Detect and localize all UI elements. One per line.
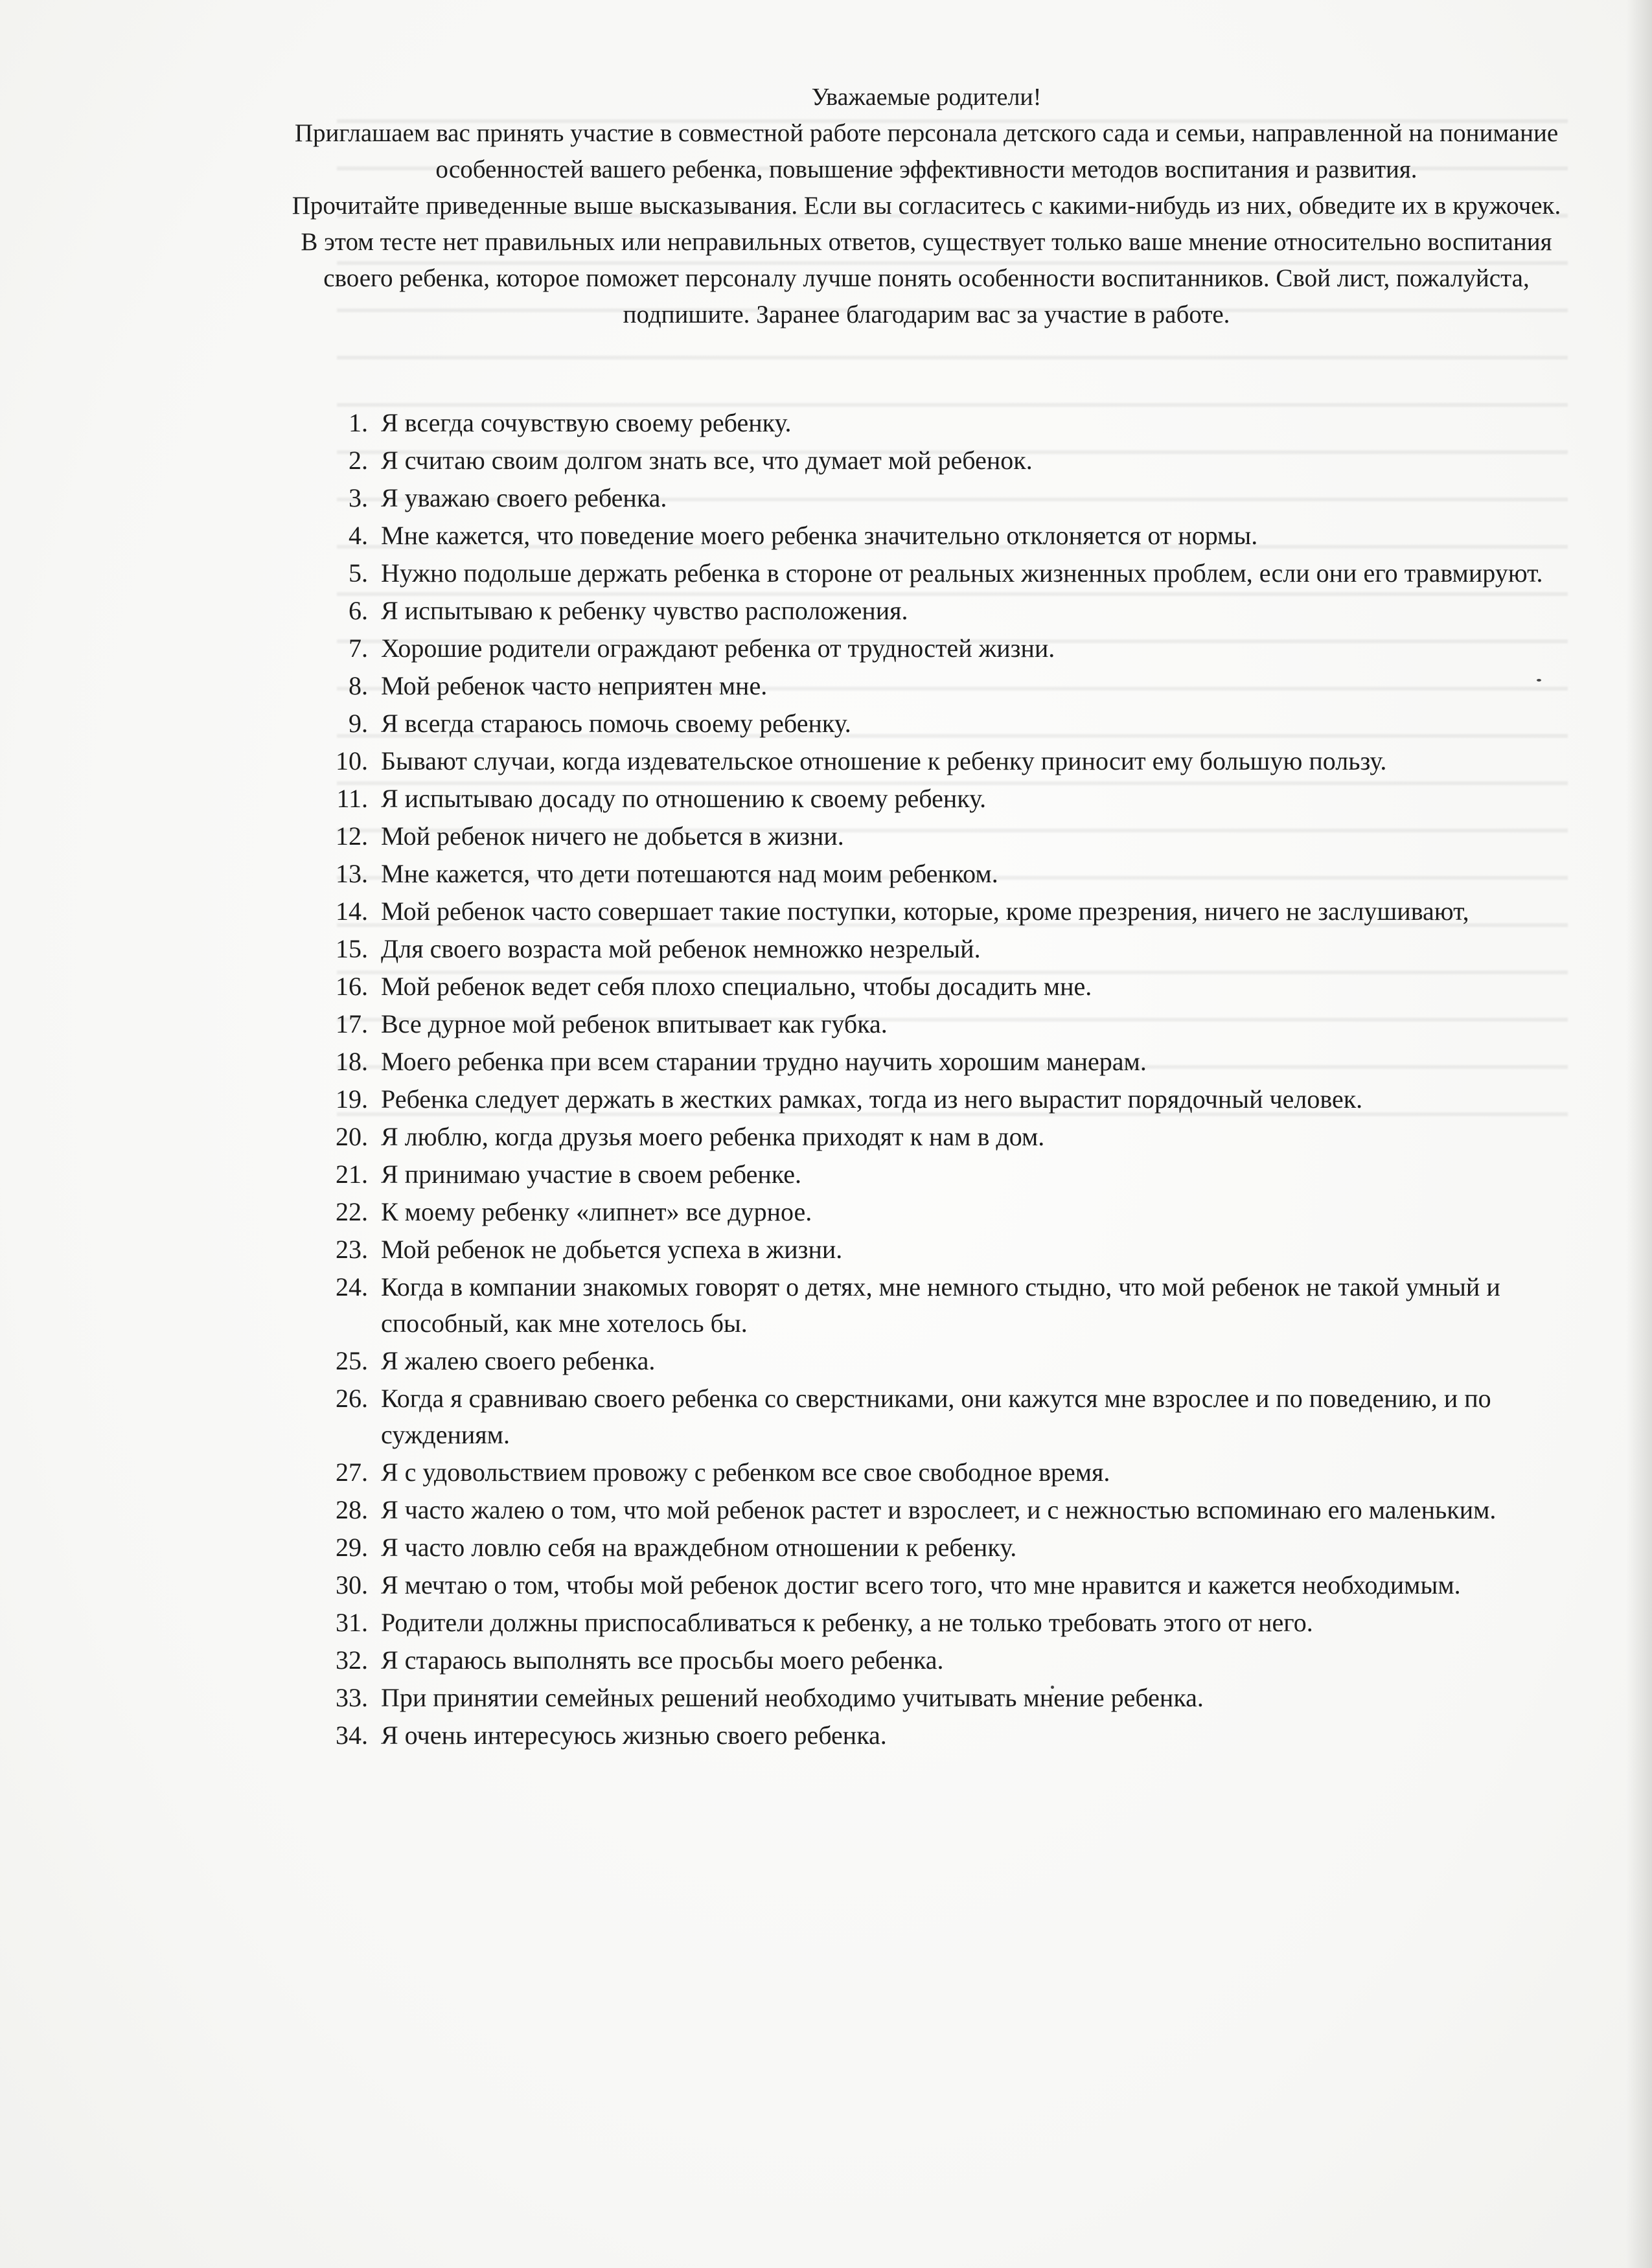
statement-text: Я люблю, когда друзья моего ребенка приходят к нам в дом.	[381, 1122, 1045, 1151]
statement-text: Я мечтаю о том, чтобы мой ребенок достиг всего того, что мне нравится и кажется необходимым.	[381, 1570, 1461, 1599]
statement-item	[285, 1006, 1555, 1042]
statement-number: 13.	[336, 859, 368, 888]
statement-number: 25.	[336, 1346, 368, 1375]
statement-number: 23.	[336, 1235, 368, 1264]
statement-item	[285, 1044, 1555, 1080]
greeting: Уважаемые родители!	[811, 84, 1042, 111]
statement-number: 18.	[336, 1047, 368, 1076]
statement-text: Мне кажется, что дети потешаются над моим ребенком.	[381, 859, 998, 888]
statement-number: 15.	[336, 934, 368, 963]
statement-text: Мой ребенок ничего не добьется в жизни.	[381, 821, 844, 851]
statement-text: Я считаю своим долгом знать все, что думает мой ребенок.	[381, 446, 1033, 475]
statement-item	[285, 668, 1555, 704]
page-edge-shadow	[1626, 0, 1652, 2268]
statement-item	[285, 1680, 1555, 1716]
statement-number: 1.	[349, 408, 368, 437]
statement-number: 3.	[349, 483, 368, 512]
statement-item	[285, 931, 1555, 967]
statement-number: 11.	[336, 784, 368, 813]
statement-item	[285, 893, 1555, 930]
statement-number: 26.	[336, 1384, 368, 1413]
statement-text: Ребенка следует держать в жестких рамках, тогда из него вырастит порядочный человек.	[381, 1084, 1363, 1114]
statement-text: Я часто жалею о том, что мой ребенок растет и взрослеет, и с нежностью вспоминаю его маленьким.	[381, 1495, 1497, 1524]
statement-text: Мой ребенок ведет себя плохо специально, чтобы досадить мне.	[381, 972, 1092, 1001]
statement-text: При принятии семейных решений необходимо учитывать мнение ребенка.	[381, 1683, 1204, 1712]
statement-list	[285, 405, 1555, 1755]
statement-number: 5.	[349, 558, 368, 588]
statement-number: 17.	[336, 1009, 368, 1038]
statement-text: Я принимаю участие в своем ребенке.	[381, 1160, 801, 1189]
statement-number: 33.	[336, 1683, 368, 1712]
statement-item	[285, 968, 1555, 1005]
statement-item	[285, 1231, 1555, 1268]
intro-paragraph: Приглашаем вас принять участие в совместной работе персонала детского сада и семьи, направленной на понимание особенностей вашего ребенка, повышение эффективности методов воспитания и развития.	[294, 119, 1559, 183]
statement-number: 4.	[349, 521, 368, 550]
statement-text: Я всегда сочувствую своему ребенку.	[381, 408, 792, 437]
statement-number: 16.	[336, 972, 368, 1001]
statement-item	[285, 1605, 1555, 1641]
statement-number: 31.	[336, 1608, 368, 1637]
statement-item	[285, 743, 1555, 779]
statement-item	[285, 593, 1555, 629]
statement-number: 29.	[336, 1533, 368, 1562]
statement-item	[285, 518, 1555, 554]
statement-number: 22.	[336, 1197, 368, 1226]
statement-text: Я жалею своего ребенка.	[381, 1346, 656, 1375]
statement-number: 14.	[336, 897, 368, 926]
statement-text: Я стараюсь выполнять все просьбы моего ребенка.	[381, 1645, 944, 1675]
statement-number: 28.	[336, 1495, 368, 1524]
statement-number: 2.	[349, 446, 368, 475]
statement-item	[285, 1717, 1555, 1754]
statement-item	[285, 1119, 1555, 1155]
statement-number: 9.	[349, 709, 368, 738]
statement-number: 10.	[336, 746, 368, 775]
statement-text: Моего ребенка при всем старании трудно научить хорошим манерам.	[381, 1047, 1147, 1076]
statement-text: Родители должны приспосабливаться к ребенку, а не только требовать этого от него.	[381, 1608, 1313, 1637]
statement-number: 21.	[336, 1160, 368, 1189]
statement-item	[285, 1642, 1555, 1678]
statement-number: 8.	[349, 671, 368, 700]
statement-item	[285, 630, 1555, 667]
statement-text: Для своего возраста мой ребенок немножко незрелый.	[381, 934, 981, 963]
statement-number: 30.	[336, 1570, 368, 1599]
statement-number: 27.	[336, 1458, 368, 1487]
statement-item	[285, 442, 1555, 479]
statement-item	[285, 1194, 1555, 1230]
statement-item	[285, 1081, 1555, 1117]
statement-text: Когда я сравниваю своего ребенка со сверстниками, они кажутся мне взрослее и по поведению, и по суждениям.	[381, 1384, 1491, 1449]
statement-text: К моему ребенку «липнет» все дурное.	[381, 1197, 812, 1226]
statement-text: Я очень интересуюсь жизнью своего ребенка.	[381, 1721, 887, 1750]
statement-item	[285, 1156, 1555, 1193]
statement-text: Нужно подольше держать ребенка в стороне от реальных жизненных проблем, если они его травмируют.	[381, 558, 1543, 588]
statement-item	[285, 781, 1555, 817]
statement-text: Я с удовольствием провожу с ребенком все свое свободное время.	[381, 1458, 1110, 1487]
statement-text: Я уважаю своего ребенка.	[381, 483, 667, 512]
statement-item	[285, 405, 1555, 441]
statement-number: 12.	[336, 821, 368, 851]
statement-number: 6.	[349, 596, 368, 625]
statement-item	[285, 1529, 1555, 1566]
statement-text: Я испытываю к ребенку чувство расположения.	[381, 596, 908, 625]
statement-item	[285, 1343, 1555, 1379]
statement-item	[285, 856, 1555, 892]
instructions-paragraph: Прочитайте приведенные выше высказывания. Если вы согласитесь с какими-нибудь из них, обведите их в кружочек. В этом тесте нет правильных или неправильных ответов, существует только ваше мнение относительно воспитания своего ребенка, которое поможет персоналу лучше понять особенности воспитанников. Свой лист, пожалуйста, подпишите. Заранее благодарим вас за участие в работе.	[292, 192, 1561, 328]
statement-number: 20.	[336, 1122, 368, 1151]
statement-text: Хорошие родители ограждают ребенка от трудностей жизни.	[381, 634, 1055, 663]
statement-text: Мне кажется, что поведение моего ребенка значительно отклоняется от нормы.	[381, 521, 1258, 550]
statement-number: 24.	[336, 1272, 368, 1301]
letter-header	[285, 79, 1568, 333]
statement-text: Когда в компании знакомых говорят о детях, мне немного стыдно, что мой ребенок не такой умный и способный, как мне хотелось бы.	[381, 1272, 1500, 1338]
statement-item	[285, 818, 1555, 854]
statement-text: Я всегда стараюсь помочь своему ребенку.	[381, 709, 851, 738]
statement-text: Все дурное мой ребенок впитывает как губка.	[381, 1009, 888, 1038]
statement-text: Мой ребенок часто совершает такие поступки, которые, кроме презрения, ничего не заслушивают,	[381, 897, 1469, 926]
statement-number: 19.	[336, 1084, 368, 1114]
statement-item	[285, 1454, 1555, 1491]
statement-item	[285, 705, 1555, 742]
statement-item	[285, 1567, 1555, 1603]
statement-item	[285, 480, 1555, 516]
statement-item	[285, 1380, 1555, 1453]
statement-text: Я испытываю досаду по отношению к своему ребенку.	[381, 784, 987, 813]
statement-item	[285, 1269, 1555, 1342]
statement-text: Я часто ловлю себя на враждебном отношении к ребенку.	[381, 1533, 1017, 1562]
statement-text: Мой ребенок часто неприятен мне.	[381, 671, 768, 700]
statement-number: 34.	[336, 1721, 368, 1750]
statement-text: Бывают случаи, когда издевательское отношение к ребенку приносит ему большую пользу.	[381, 746, 1387, 775]
statement-text: Мой ребенок не добьется успеха в жизни.	[381, 1235, 843, 1264]
statement-number: 7.	[349, 634, 368, 663]
statement-number: 32.	[336, 1645, 368, 1675]
statement-item	[285, 1492, 1555, 1528]
statement-item	[285, 555, 1555, 591]
